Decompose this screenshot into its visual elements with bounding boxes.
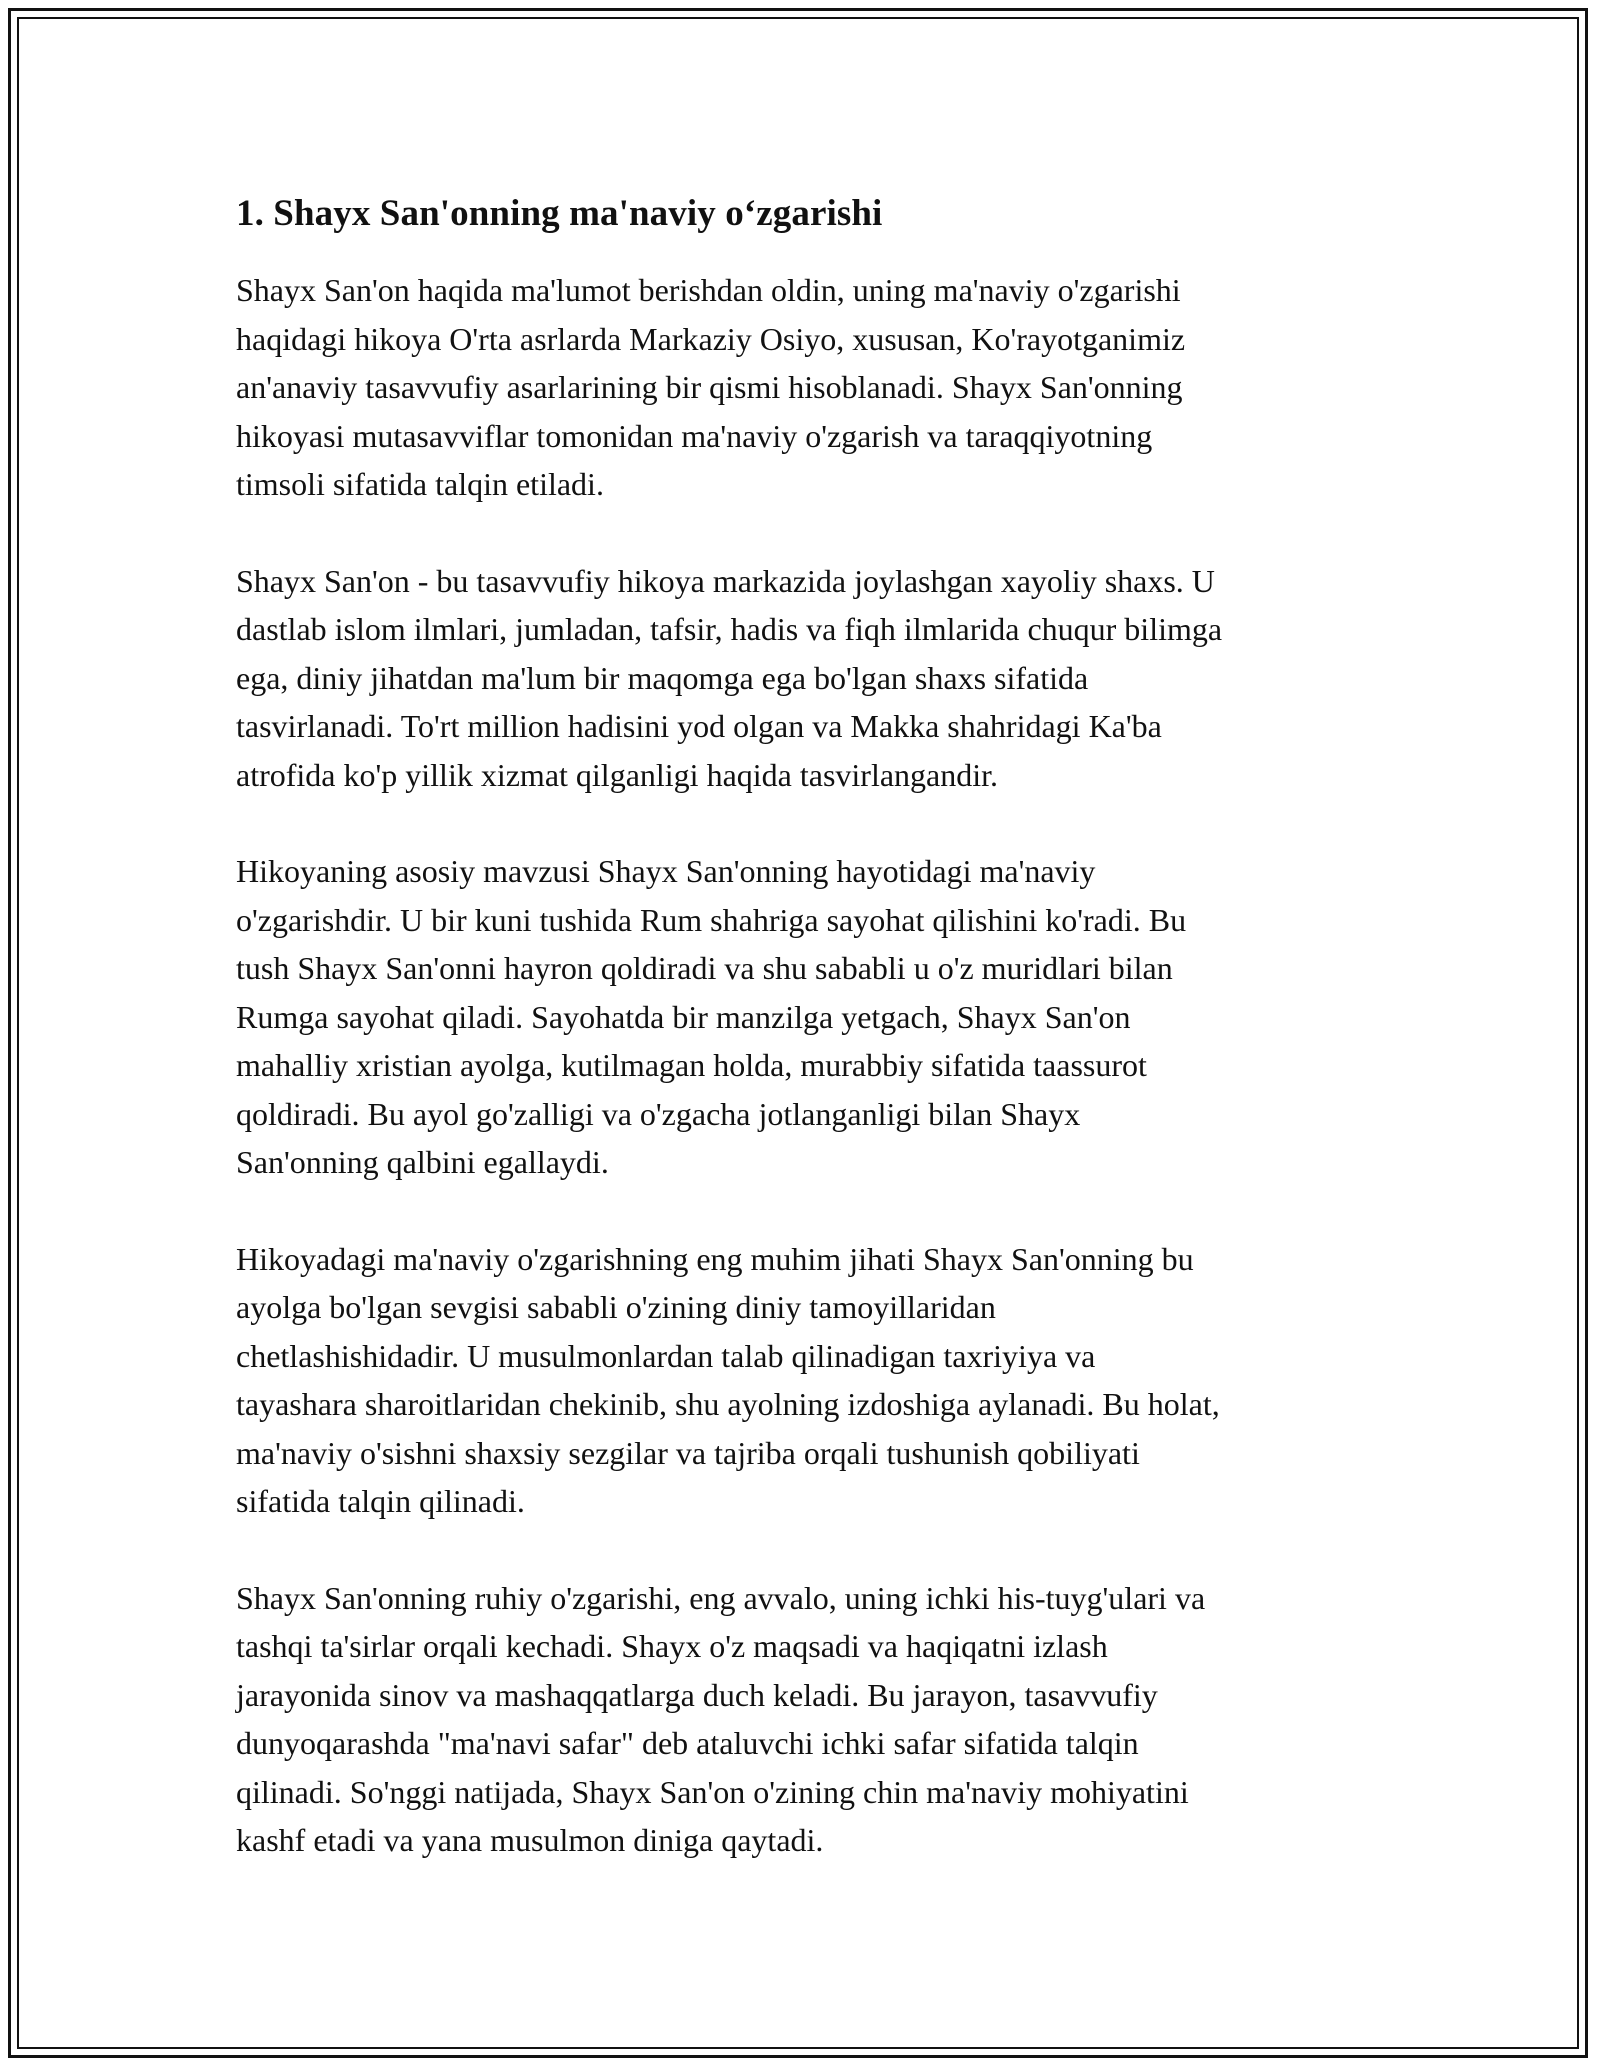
text-line: atrofida ko'p yillik xizmat qilganligi haqida tasvirlangandir. — [236, 756, 999, 793]
text-line: o'zgarishdir. U bir kuni tushida Rum shahriga sayohat qilishini ko'radi. Bu — [236, 901, 1187, 938]
text-line: timsoli sifatida talqin etiladi. — [236, 466, 604, 502]
paragraph-3 — [236, 847, 1386, 1187]
text-line: dastlab islom ilmlari, jumladan, tafsir, hadis va fiqh ilmlarida chuqur bilimga — [236, 611, 1223, 647]
text-line: tush Shayx San'onni hayron qoldiradi va shu sababli u o'z muridlari bilan — [236, 950, 1173, 986]
text-line: Shayx San'onning ruhiy o'zgarishi, eng avvalo, uning ichki his-tuyg'ulari va — [236, 1579, 1206, 1616]
paragraph-5 — [236, 1574, 1386, 1865]
text-line: an'anaviy tasavvufiy asarlarining bir qismi hisoblanadi. Shayx San'onning — [236, 369, 1183, 405]
text-line: dunyoqarashda "ma'navi safar" deb ataluvchi ichki safar sifatida talqin — [236, 1725, 1139, 1761]
text-line: chetlashishidadir. U musulmonlardan talab qilinadigan taxriyiya va — [236, 1337, 1096, 1374]
text-line: haqidagi hikoya O'rta asrlarda Markaziy Osiyo, xususan, Ko'rayotganimiz — [236, 320, 1186, 357]
text-line: sifatida talqin qilinadi. — [236, 1483, 525, 1519]
text-line: Rumga sayohat qiladi. Sayohatda bir manzilga yetgach, Shayx San'on — [236, 998, 1131, 1035]
paragraph-2 — [236, 557, 1386, 800]
document-body — [236, 188, 1386, 1913]
text-line: Shayx San'on haqida ma'lumot berishdan oldin, uning ma'naviy o'zgarishi — [236, 272, 1181, 308]
text-line: tashqi ta'sirlar orqali kechadi. Shayx o'z maqsadi va haqiqatni izlash — [236, 1628, 1108, 1664]
text-line: Hikoyadagi ma'naviy o'zgarishning eng muhim jihati Shayx San'onning bu — [236, 1240, 1194, 1277]
text-line: mahalliy xristian ayolga, kutilmagan holda, murabbiy sifatida taassurot — [236, 1047, 1147, 1083]
text-line: jarayonida sinov va mashaqqatlarga duch keladi. Bu jarayon, tasavvufiy — [236, 1676, 1158, 1713]
text-line: tayashara sharoitlaridan chekinib, shu ayolning izdoshiga aylanadi. Bu holat, — [236, 1386, 1220, 1422]
text-line: kashf etadi va yana musulmon diniga qaytadi. — [236, 1822, 824, 1858]
text-line: tasvirlanadi. To'rt million hadisini yod olgan va Makka shahridagi Ka'ba — [236, 708, 1162, 744]
section-heading: 1. Shayx San'onning ma'naviy o‘zgarishi — [236, 193, 883, 234]
text-line: qoldiradi. Bu ayol go'zalligi va o'zgacha jotlanganligi bilan Shayx — [236, 1095, 1081, 1132]
text-line: Shayx San'on - bu tasavvufiy hikoya markazida joylashgan xayoliy shaxs. U — [236, 562, 1215, 599]
text-line: ma'naviy o'sishni shaxsiy sezgilar va tajriba orqali tushunish qobiliyati — [236, 1434, 1140, 1471]
text-line: San'onning qalbini egallaydi. — [236, 1144, 609, 1180]
text-line: qilinadi. So'nggi natijada, Shayx San'on o'zining chin ma'naviy mohiyatini — [236, 1773, 1189, 1810]
text-line: ayolga bo'lgan sevgisi sababli o'zining diniy tamoyillaridan — [236, 1289, 996, 1325]
text-line: Hikoyaning asosiy mavzusi Shayx San'onning hayotidagi ma'naviy — [236, 853, 1096, 889]
paragraph-1 — [236, 266, 1386, 509]
text-line: ega, diniy jihatdan ma'lum bir maqomga ega bo'lgan shaxs sifatida — [236, 659, 1089, 696]
paragraph-4 — [236, 1235, 1386, 1526]
text-line: hikoyasi mutasavviflar tomonidan ma'naviy o'zgarish va taraqqiyotning — [236, 417, 1153, 454]
